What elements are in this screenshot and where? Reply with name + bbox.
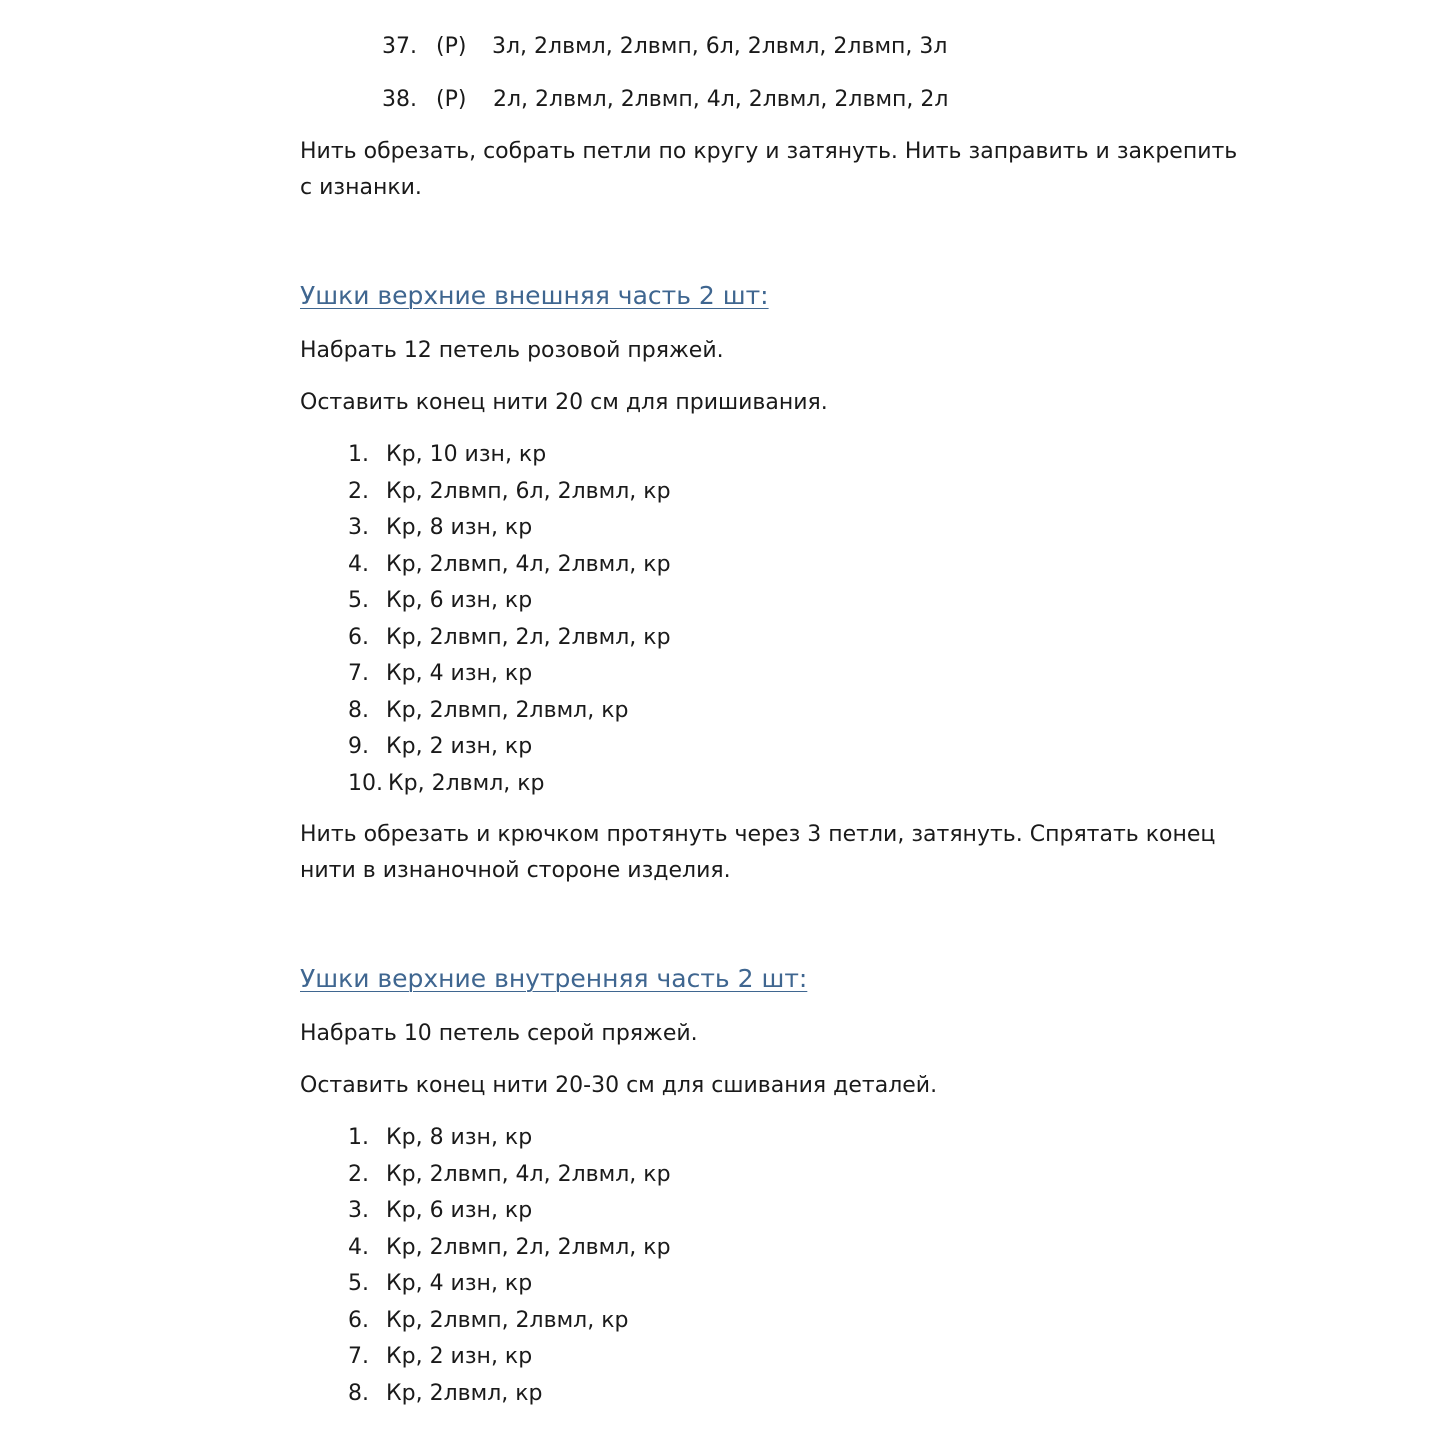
row-instructions: 2л, 2лвмл, 2лвмп, 4л, 2лвмл, 2лвмп, 2л: [493, 87, 949, 112]
finish-paragraph-outer: [300, 817, 1240, 889]
step-text: Кр, 2лвмп, 4л, 2лвмл, кр: [386, 551, 671, 577]
paragraph-line: с изнанки.: [300, 175, 422, 200]
row-number: 38.: [382, 87, 417, 112]
step-number: 5.: [348, 1271, 369, 1296]
step-text: Кр, 2лвмл, кр: [388, 770, 545, 796]
row-marker: (Р): [436, 34, 467, 59]
step-text: Кр, 10 изн, кр: [386, 442, 547, 467]
paragraph-line: нити в изнаночной стороне изделия.: [300, 858, 731, 883]
step-number: 1.: [348, 1125, 369, 1150]
step-number: 1.: [348, 442, 369, 467]
step-text: Кр, 4 изн, кр: [386, 1271, 533, 1296]
row-marker: (Р): [436, 87, 467, 112]
step-number: 3.: [348, 1198, 369, 1223]
step-number: 9.: [348, 734, 369, 759]
step-number: 4.: [348, 551, 369, 577]
step-number: 2.: [348, 1161, 369, 1187]
step-text: Кр, 6 изн, кр: [386, 588, 533, 613]
finish-paragraph: [300, 134, 1240, 206]
row-instructions: 3л, 2лвмл, 2лвмп, 6л, 2лвмл, 2лвмп, 3л: [492, 34, 948, 59]
step-number: 8.: [348, 1380, 369, 1406]
step-number: 3.: [348, 515, 369, 540]
step-number: 8.: [348, 697, 369, 723]
step-text: Кр, 8 изн, кр: [386, 1125, 533, 1150]
step-number: 10.: [348, 770, 383, 796]
paragraph-line: Нить обрезать, собрать петли по кругу и затянуть. Нить заправить и закрепить: [300, 139, 1238, 164]
step-text: Кр, 2лвмп, 2л, 2лвмл, кр: [386, 624, 671, 650]
step-text: Кр, 2лвмп, 2л, 2лвмл, кр: [386, 1234, 671, 1260]
step-text: Кр, 4 изн, кр: [386, 661, 533, 686]
step-text: Кр, 2лвмл, кр: [386, 1380, 543, 1406]
leave-end-text: Оставить конец нити 20-30 см для сшивания деталей.: [300, 1073, 938, 1098]
step-number: 5.: [348, 588, 369, 613]
step-number: 7.: [348, 1344, 369, 1369]
step-text: Кр, 8 изн, кр: [386, 515, 533, 540]
step-text: Кр, 2лвмп, 2лвмл, кр: [386, 1307, 629, 1333]
step-text: Кр, 2 изн, кр: [386, 1344, 533, 1369]
step-text: Кр, 2лвмп, 6л, 2лвмл, кр: [386, 478, 671, 504]
row-number: 37.: [382, 34, 417, 59]
section-heading-inner-ears: Ушки верхние внутренняя часть 2 шт:: [300, 964, 808, 993]
step-text: Кр, 6 изн, кр: [386, 1198, 533, 1223]
section-heading-outer-ears: Ушки верхние внешняя часть 2 шт:: [300, 281, 769, 310]
leave-end-text: Оставить конец нити 20 см для пришивания.: [300, 390, 828, 415]
step-number: 4.: [348, 1234, 369, 1260]
step-number: 6.: [348, 624, 369, 650]
step-text: Кр, 2лвмп, 2лвмл, кр: [386, 697, 629, 723]
cast-on-text: Набрать 10 петель серой пряжей.: [300, 1021, 698, 1046]
cast-on-text: Набрать 12 петель розовой пряжей.: [300, 338, 724, 363]
step-text: Кр, 2 изн, кр: [386, 734, 533, 759]
step-number: 2.: [348, 478, 369, 504]
step-text: Кр, 2лвмп, 4л, 2лвмл, кр: [386, 1161, 671, 1187]
step-number: 6.: [348, 1307, 369, 1333]
step-number: 7.: [348, 661, 369, 686]
paragraph-line: Нить обрезать и крючком протянуть через 3 петли, затянуть. Спрятать конец: [300, 822, 1216, 847]
